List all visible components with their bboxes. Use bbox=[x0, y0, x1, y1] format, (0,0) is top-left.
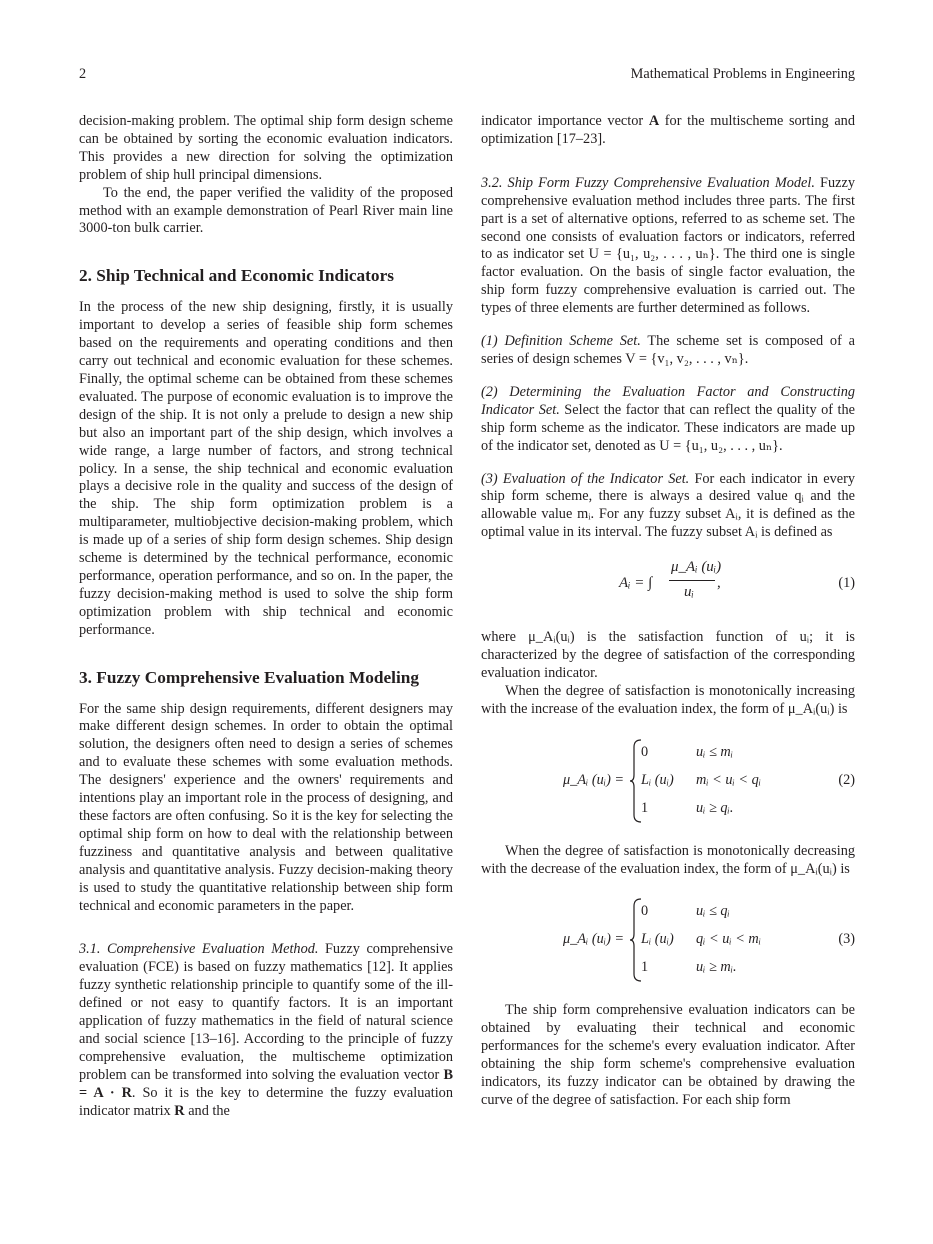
eq1-lhs: Aᵢ = ∫ bbox=[619, 575, 653, 592]
eq2-case-2-cond: mᵢ < uᵢ < qᵢ bbox=[696, 771, 761, 788]
equation-2 bbox=[481, 719, 855, 843]
eq3-case-2-cond: qᵢ < uᵢ < mᵢ bbox=[696, 931, 761, 948]
eq3-case-1-value: 0 bbox=[641, 903, 649, 920]
paragraph: where μ_Aᵢ(uᵢ) is the satisfaction function of uᵢ; it is characterized by the degree of satisfaction of the corresponding evaluation indicator. bbox=[481, 629, 855, 681]
left-column bbox=[79, 113, 453, 1121]
paragraph bbox=[481, 333, 855, 369]
eq3-number: (3) bbox=[838, 931, 855, 948]
paragraph: For the same ship design requirements, different designers may make different design schemes. In order to obtain the optimal solution, the designers often need to design a series of schemes and to evaluate these schemes with some evaluation methods. The designers' experience and the owners' requirements and intentions play an important role in the process of designing, and these factors are often confusing. So it is the key for selecting the optimal ship form on how to deal with the relationship between fuzziness and quantitative analysis and between qualitative analysis and quantitative analysis. Fuzzy decision-making theory is used to study the quantitative relationship between ship form technical and economic parameters in the paper. bbox=[79, 700, 453, 914]
eq3-case-2-value: Lᵢ (uᵢ) bbox=[641, 931, 674, 948]
text: . So it is the key to determine the fuzzy evaluation indicator matrix bbox=[79, 1084, 453, 1119]
paragraph bbox=[481, 175, 855, 318]
eq2-case-1-value: 0 bbox=[641, 743, 649, 760]
formula: B = A · R bbox=[79, 1066, 453, 1101]
text: Select the factor that can reflect the quality of the ship form scheme as the indicator. These indicators are made up of the indicator set, denoted as U = {u₁, u₂, . . . , uₙ}. bbox=[481, 401, 856, 454]
eq2-case-3-cond: uᵢ ≥ qᵢ. bbox=[696, 799, 734, 816]
paragraph: To the end, the paper verified the validity of the proposed method with an example demonstration of Pearl River main line 3000-ton bulk carrier. bbox=[79, 184, 453, 237]
paragraph: The ship form comprehensive evaluation indicators can be obtained by evaluating their technical and economic performances for the scheme's every evaluation indicator. After obtaining the ship form scheme's comprehensive evaluation indicators, its fuzzy indicator can be obtained by drawing the curve of the degree of satisfaction. For each ship form bbox=[481, 1002, 855, 1108]
eq1-denominator: uᵢ bbox=[684, 584, 694, 601]
paragraph: When the degree of satisfaction is monotonically increasing with the increase of the evaluation index, the form of μ_Aᵢ(uᵢ) is bbox=[481, 682, 855, 717]
subsection-heading: (3) Evaluation of the Indicator Set. bbox=[481, 470, 690, 487]
right-column bbox=[481, 113, 855, 1110]
section-heading: 2. Ship Technical and Economic Indicators bbox=[79, 266, 394, 286]
eq1-number: (1) bbox=[838, 575, 855, 592]
eq3-case-1-cond: uᵢ ≤ qᵢ bbox=[696, 903, 730, 920]
eq2-case-1-cond: uᵢ ≤ mᵢ bbox=[696, 743, 733, 760]
eq2-lhs: μ_Aᵢ (uᵢ) = bbox=[563, 771, 625, 788]
text: and the bbox=[188, 1102, 230, 1119]
equation-3 bbox=[481, 878, 855, 1002]
fraction-bar bbox=[669, 580, 715, 581]
eq2-case-3-value: 1 bbox=[641, 799, 649, 816]
eq1-numerator: μ_Aᵢ (uᵢ) bbox=[671, 559, 722, 576]
subsection-heading: 3.2. Ship Form Fuzzy Comprehensive Evaluation Model. bbox=[481, 174, 815, 191]
eq2-number: (2) bbox=[838, 771, 855, 788]
page-number: 2 bbox=[79, 66, 87, 82]
text: For each indicator in every ship form scheme, there is always a desired value qᵢ and the allowable value mᵢ. For any fuzzy subset Aᵢ, it is defined as the optimal value in its interval. The fuzzy subset Aᵢ is defined as bbox=[481, 470, 855, 541]
eq2-case-2-value: Lᵢ (uᵢ) bbox=[641, 771, 674, 788]
text: Fuzzy comprehensive evaluation (FCE) is based on fuzzy mathematics [12]. It applies fuzzy synthetic relationship principle to quantify some of the ill-defined or not easy to quantify factors. It is an important application of fuzzy mathematics in the field of natural science and social science [13–16]. According to the principle of fuzzy comprehensive evaluation, the multischeme optimization problem can be transformed into solving the evaluation vector bbox=[79, 941, 453, 1083]
text: indicator importance vector bbox=[481, 113, 644, 129]
equation-1 bbox=[481, 542, 855, 629]
journal-title: Mathematical Problems in Engineering bbox=[630, 66, 855, 82]
paragraph bbox=[481, 113, 855, 149]
symbol: R bbox=[174, 1102, 185, 1119]
subsection-heading: 3.1. Comprehensive Evaluation Method. bbox=[79, 941, 319, 958]
section-heading: 3. Fuzzy Comprehensive Evaluation Modeling bbox=[79, 667, 420, 687]
paragraph bbox=[481, 471, 855, 543]
paragraph: When the degree of satisfaction is monotonically decreasing with the decrease of the evaluation index, the form of μ_Aᵢ(uᵢ) is bbox=[481, 842, 855, 877]
subsection-heading: (2) Determining the Evaluation Factor and Constructing Indicator Set. bbox=[481, 383, 855, 418]
paragraph: In the process of the new ship designing, firstly, it is usually important to develop a series of feasible ship form schemes based on the requirements and operating conditions and then carry out technical and economic evaluation for these schemes. Finally, the optimal scheme can be obtained from these schemes evaluated. The purpose of economic evaluation is to improve the design of the ship. It is not only a prelude to design a new ship but also an important part of the ship design, which involves a wide range, a large number of factors, and strong technical policy. In a sense, the ship technical and economic evaluation plays a decisive role in the quality and success of the design of the ship. The ship form optimization problem is a multiparameter, multiobjective decision-making problem, which is made up of a series of ship form design schemes. Ship design scheme is determined by the technical performance, economic performance, operation performance, and so on. In the paper, the fuzzy decision-making method is used to solve the ship form optimization problem with ship technical and economic performance. bbox=[79, 299, 453, 638]
text: Fuzzy comprehensive evaluation method includes three parts. The first part is a set of alternative options, referred to as scheme set. The second one consists of evaluation factors or indicators, referred to as indicator set U = {u₁, u₂, . . . , uₙ}. The third one is single factor evaluation. On the basis of single factor evaluation, the ship form fuzzy comprehensive evaluation is carried out. The types of three elements are further determined as follows. bbox=[481, 174, 855, 317]
paragraph bbox=[79, 941, 453, 1120]
eq3-case-3-value: 1 bbox=[641, 959, 649, 976]
paragraph: decision-making problem. The optimal ship form design scheme can be obtained by sorting the economic evaluation indicators. This provides a new direction for solving the optimization problem of ship hull principal dimensions. bbox=[79, 113, 453, 183]
text: The scheme set is composed of a series of design schemes V = {v₁, v₂, . . . , vₙ}. bbox=[481, 333, 855, 367]
eq3-lhs: μ_Aᵢ (uᵢ) = bbox=[563, 931, 625, 948]
eq1-tail: , bbox=[717, 575, 721, 592]
subsection-heading: (1) Definition Scheme Set. bbox=[481, 333, 641, 350]
running-header bbox=[79, 66, 855, 86]
paragraph bbox=[481, 384, 855, 456]
text: for the multischeme sorting and optimization [17–23]. bbox=[481, 113, 855, 147]
symbol: A bbox=[648, 113, 660, 129]
eq3-case-3-cond: uᵢ ≥ mᵢ. bbox=[696, 959, 737, 976]
